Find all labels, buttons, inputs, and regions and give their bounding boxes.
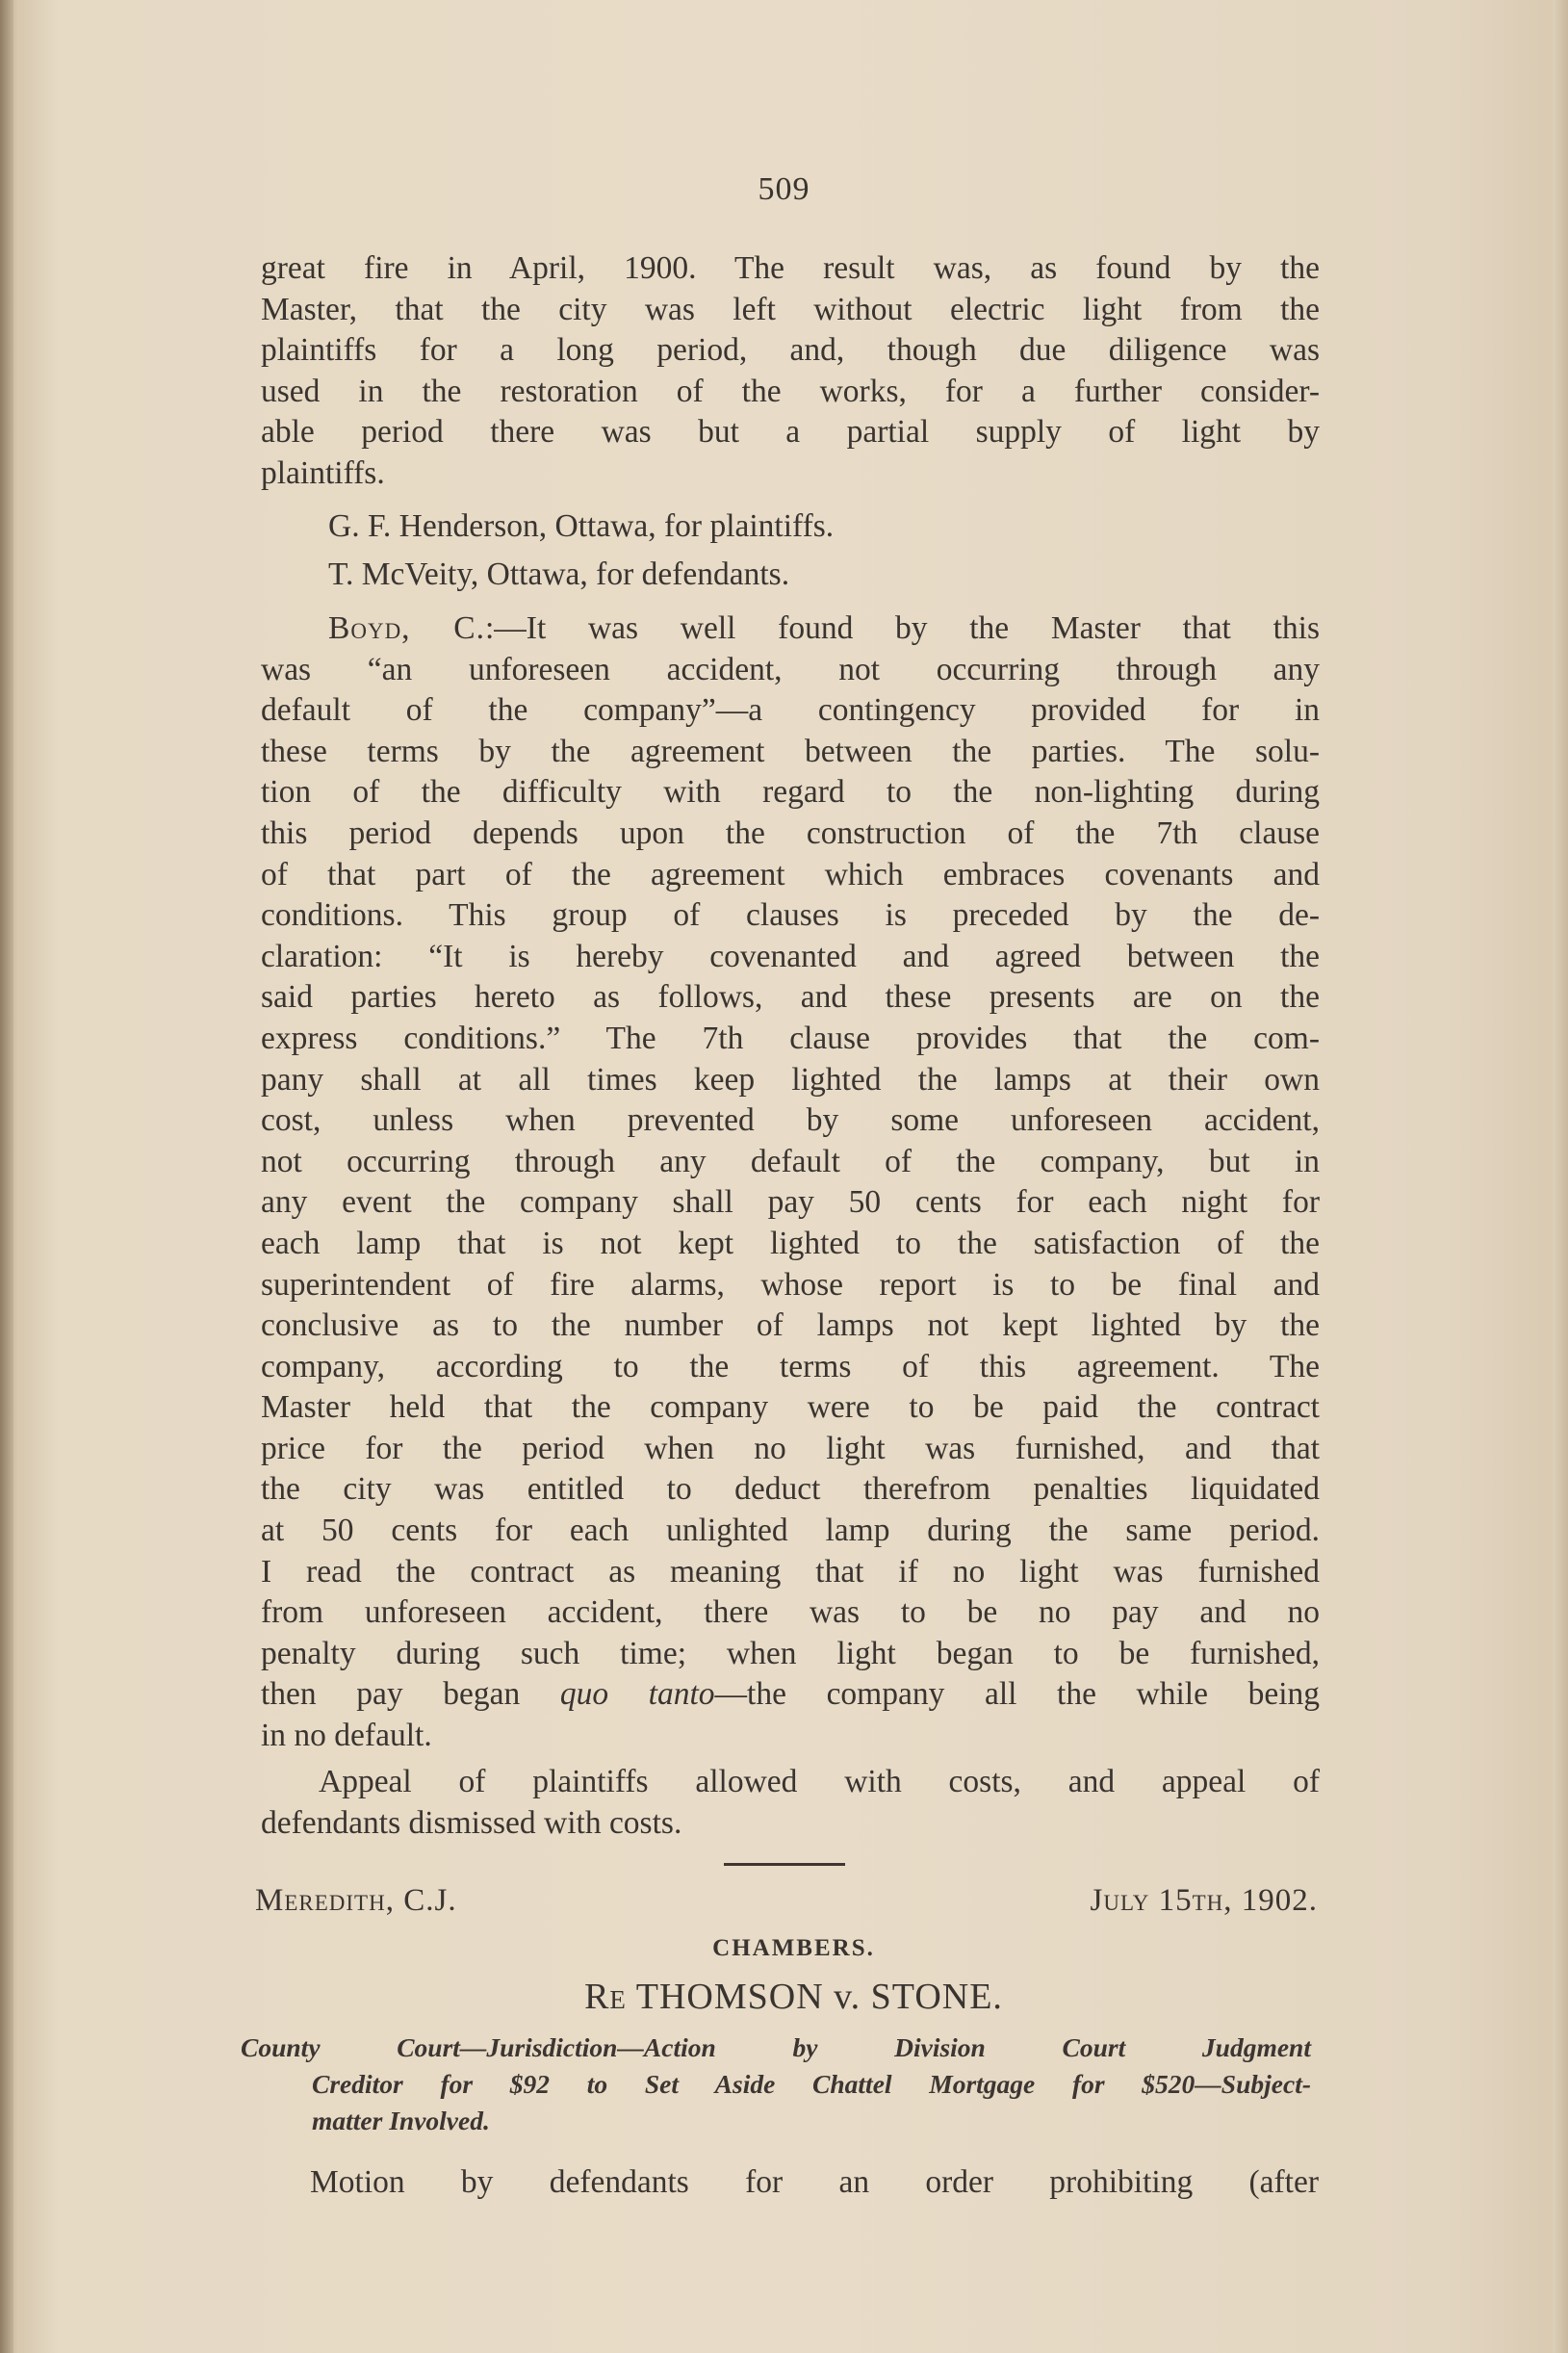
case-header-row	[255, 1883, 1318, 1919]
text-line: able period there was but a partial supply of light by	[261, 414, 1320, 451]
disposition-paragraph	[261, 1762, 1320, 1844]
counsel-defendants: T. McVeity, Ottawa, for defendants.	[328, 556, 790, 592]
case-title	[0, 1976, 1568, 2018]
case-date: July 15th, 1902.	[1090, 1883, 1318, 1918]
text-line: of that part of the agreement which embraces covenants and	[261, 856, 1320, 892]
headnote	[241, 2030, 1311, 2139]
text-line: default of the company”—a contingency provided for in	[261, 692, 1320, 729]
text-segment: :—It was well found by the Master that this	[484, 610, 1320, 646]
text-line: company, according to the terms of this agreement. The	[261, 1348, 1320, 1384]
headnote-line: Creditor for $92 to Set Aside Chattel Mortgage for $520—Subject-	[312, 2069, 1311, 2099]
text-line: from unforeseen accident, there was to be no pay and no	[261, 1594, 1320, 1631]
text-line: conditions. This group of clauses is preceded by the de-	[261, 897, 1320, 934]
text-line: defendants dismissed with costs.	[261, 1804, 682, 1841]
text-line: any event the company shall pay 50 cents for each night for	[261, 1184, 1320, 1221]
case-venue: CHAMBERS.	[712, 1935, 875, 1961]
headnote-line: matter Involved.	[312, 2106, 490, 2135]
text-line: each lamp that is not kept lighted to the satisfaction of the	[261, 1225, 1320, 1261]
judgment-first-line	[261, 608, 1320, 650]
text-line: Master held that the company were to be paid the contract	[261, 1389, 1320, 1426]
text-line: said parties hereto as follows, and these presents are on the	[261, 979, 1320, 1016]
italic-phrase-line	[261, 1674, 1320, 1716]
text-line: great fire in April, 1900. The result was, as found by the	[261, 250, 1320, 286]
text-line: tion of the difficulty with regard to the non-lighting during	[261, 774, 1320, 811]
text-line: conclusive as to the number of lamps not kept lighted by the	[261, 1307, 1320, 1344]
text-line: penalty during such time; when light began to be furnished,	[261, 1635, 1320, 1671]
text-segment: then pay began	[261, 1676, 560, 1713]
text-line: plaintiffs for a long period, and, though due diligence was	[261, 332, 1320, 369]
text-line: the city was entitled to deduct therefrom penalties liquidated	[261, 1471, 1320, 1508]
latin-phrase: quo tanto	[559, 1676, 715, 1713]
case-title-prefix: Re	[584, 1977, 627, 2017]
text-line: plaintiffs.	[261, 454, 385, 491]
text-line: superintendent of fire alarms, whose report is to be final and	[261, 1266, 1320, 1303]
text-line: these terms by the agreement between the parties. The solu-	[261, 733, 1320, 769]
judge-name: Boyd, C.	[328, 610, 485, 646]
text-line: I read the contract as meaning that if no light was furnished	[261, 1553, 1320, 1590]
judgment-paragraph	[261, 608, 1320, 1757]
text-line: used in the restoration of the works, for a further consider-	[261, 373, 1320, 409]
text-line: not occurring through any default of the company, but in	[261, 1143, 1320, 1179]
text-line: was “an unforeseen accident, not occurring through any	[261, 651, 1320, 687]
text-line: claration: “It is hereby covenanted and agreed between the	[261, 938, 1320, 974]
case-title-text: THOMSON v. STONE.	[635, 1977, 1003, 2017]
text-segment: —the company all the while being	[714, 1676, 1320, 1713]
text-line: Master, that the city was left without electric light from the	[261, 291, 1320, 327]
text-line: Appeal of plaintiffs allowed with costs, and appeal of	[319, 1764, 1320, 1799]
motion-paragraph	[310, 2162, 1319, 2204]
intro-paragraph	[261, 248, 1320, 495]
headnote-line: County Court—Jurisdiction—Action by Division Court Judgment	[241, 2032, 1311, 2062]
text-line: express conditions.” The 7th clause provides that the com-	[261, 1020, 1320, 1056]
text-line: at 50 cents for each unlighted lamp during the same period.	[261, 1513, 1320, 1549]
section-divider	[724, 1863, 845, 1866]
page-number: 509	[758, 171, 810, 207]
text-line: pany shall at all times keep lighted the lamps at their own	[261, 1061, 1320, 1098]
text-line: Motion by defendants for an order prohibiting (after	[310, 2164, 1319, 2200]
text-line: in no default.	[261, 1718, 432, 1754]
counsel-plaintiffs: G. F. Henderson, Ottawa, for plaintiffs.	[328, 508, 835, 544]
text-line: cost, unless when prevented by some unforeseen accident,	[261, 1102, 1320, 1139]
counsel-list	[328, 503, 1320, 599]
text-line: price for the period when no light was furnished, and that	[261, 1430, 1320, 1466]
case-judge: Meredith, C.J.	[255, 1883, 457, 1918]
text-line: this period depends upon the construction of the 7th clause	[261, 814, 1320, 851]
